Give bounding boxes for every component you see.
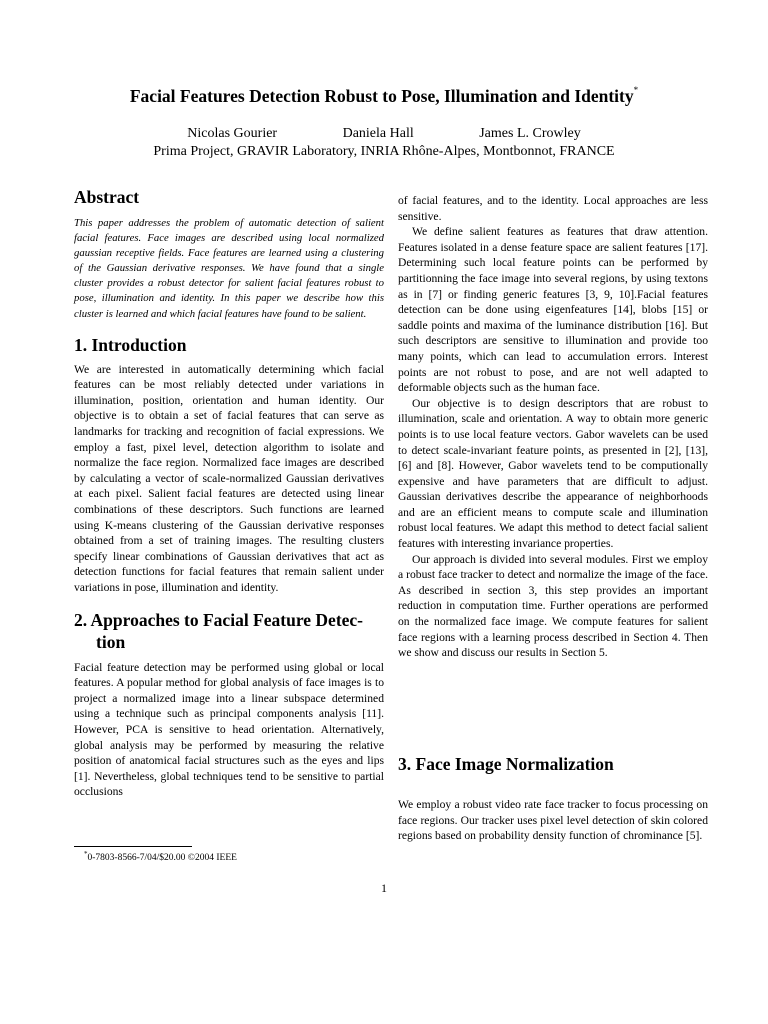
body-paragraph: Our approach is divided into several modules. First we employ a robust face tracker to detect and normalize the image of the face. As described in section 3, this step provides an important reduction in computation time. Further operations are performed on the normalized face image. We compute features for salient face regions with a learning process described in Section 4. Then we show and discuss our results in Section 5. xyxy=(398,552,708,660)
body-paragraph: Our objective is to design descriptors that are robust to illumination, scale and orientation. A way to obtain more generic points is to use local feature vectors. Gabor wavelets can be used to detect scale-invariant feature points, as presented in [2], [13], [6] and [8]. However, Gabor wavelets tend to be computionally expensive and have parameters that are difficult to adjust. Gaussian derivatives describe the appearance of neighborhoods and are an efficient means to compute scale and illumination robust local features. We adapt this method to detect facial salient features with interesting invariance properties. xyxy=(398,396,708,551)
section-heading-line: tion xyxy=(96,631,126,652)
author-block xyxy=(0,125,768,161)
right-column xyxy=(398,193,708,661)
section-heading-approaches xyxy=(74,609,384,653)
author-names xyxy=(0,125,768,143)
page-number: 1 xyxy=(381,881,387,895)
approaches-paragraph: Facial feature detection may be performed using global or local features. A popular method for global analysis of face images is to project a normalized image into a linear subspace determined using a technique such as principal components analysis [11]. However, PCA is sensitive to head orientation. Alternatively, global analysis may be performed by measuring the relative position of anatomical facial structures such as the eyes and lips [1]. Nevertheless, global techniques tend to be sensitive to partial occlusions xyxy=(74,660,384,799)
normalization-paragraph: We employ a robust video rate face tracker to focus processing on face regions. Our tracker uses pixel level detection of skin colored regions based on probability density function of chrominance [5]. xyxy=(398,798,708,843)
abstract-text: This paper addresses the problem of automatic detection of salient facial features. Face images are described using local normalized gaussian receptive fields. Face features are learned using a clustering of the Gaussian derivative responses. We have found that a single cluster provides a robust detector for salient facial features robust to pose, illumination and identity. In this paper we describe how this cluster is learned and which facial features have found to be salient. xyxy=(74,217,384,320)
footnote-mark: * xyxy=(84,850,88,858)
title-footnote-mark: * xyxy=(633,85,639,95)
abstract-heading: Abstract xyxy=(74,187,140,207)
paper-title: Facial Features Detection Robust to Pose, Illumination and Identity* xyxy=(129,85,639,106)
author-name: Nicolas Gourier xyxy=(187,126,278,141)
affiliation: Prima Project, GRAVIR Laboratory, INRIA Rhône-Alpes, Montbonnot, FRANCE xyxy=(153,144,615,159)
body-paragraph: We define salient features as features that draw attention. Features isolated in a dense feature space are salient features [17]. Determining such local feature points can be performed by partitionning the face image into several regions, by using textons as in [7] or finding generic features [3, 9, 10].Facial features detection can be done using eigenfeatures [14], blobs [15] or saddle points and maxima of the luminance distribution [16]. But such descriptors are sensitive to illumination and provide too many points, which can lead to accumulation errors. Interest points are not robust to pose, and are not well adapted to deformable objects such as the human face. xyxy=(398,225,708,395)
footnote-rule xyxy=(74,846,192,847)
section-heading-normalization: 3. Face Image Normalization xyxy=(398,754,614,774)
footnote xyxy=(84,848,237,864)
section-heading-introduction: 1. Introduction xyxy=(74,334,187,355)
body-paragraph: of facial features, and to the identity. Local approaches are less sensitive. xyxy=(398,194,708,223)
introduction-paragraph: We are interested in automatically determining which facial features can be most reliably detected under variations in illumination, position, orientation and human identity. Our objective is to obtain a set of facial features that can serve as landmarks for tracking and recognition of facial expressions. We employ a fast, pixel level, detection algorithm to isolate and normalize the face region. Normalized face images are described by calculating a vector of scale-normalized Gaussian derivatives at each pixel. Salient facial features are detected using linear combinations of these descriptors. Such functions are learned using K-means clustering of the Gaussian derivative responses obtained from a set of training images. The resulting clusters specify linear combinations of Gaussian derivatives that act as detection functions for facial features that remain salient under variations in pose, illumination and identity. xyxy=(74,362,384,594)
section-heading-line: 2. Approaches to Facial Feature Detec- xyxy=(74,609,364,630)
author-name: James L. Crowley xyxy=(479,126,581,141)
left-column xyxy=(74,186,384,800)
author-name: Daniela Hall xyxy=(342,126,414,141)
section-3 xyxy=(398,753,708,844)
footnote-text: 0-7803-8566-7/04/$20.00 ©2004 IEEE xyxy=(87,853,237,864)
